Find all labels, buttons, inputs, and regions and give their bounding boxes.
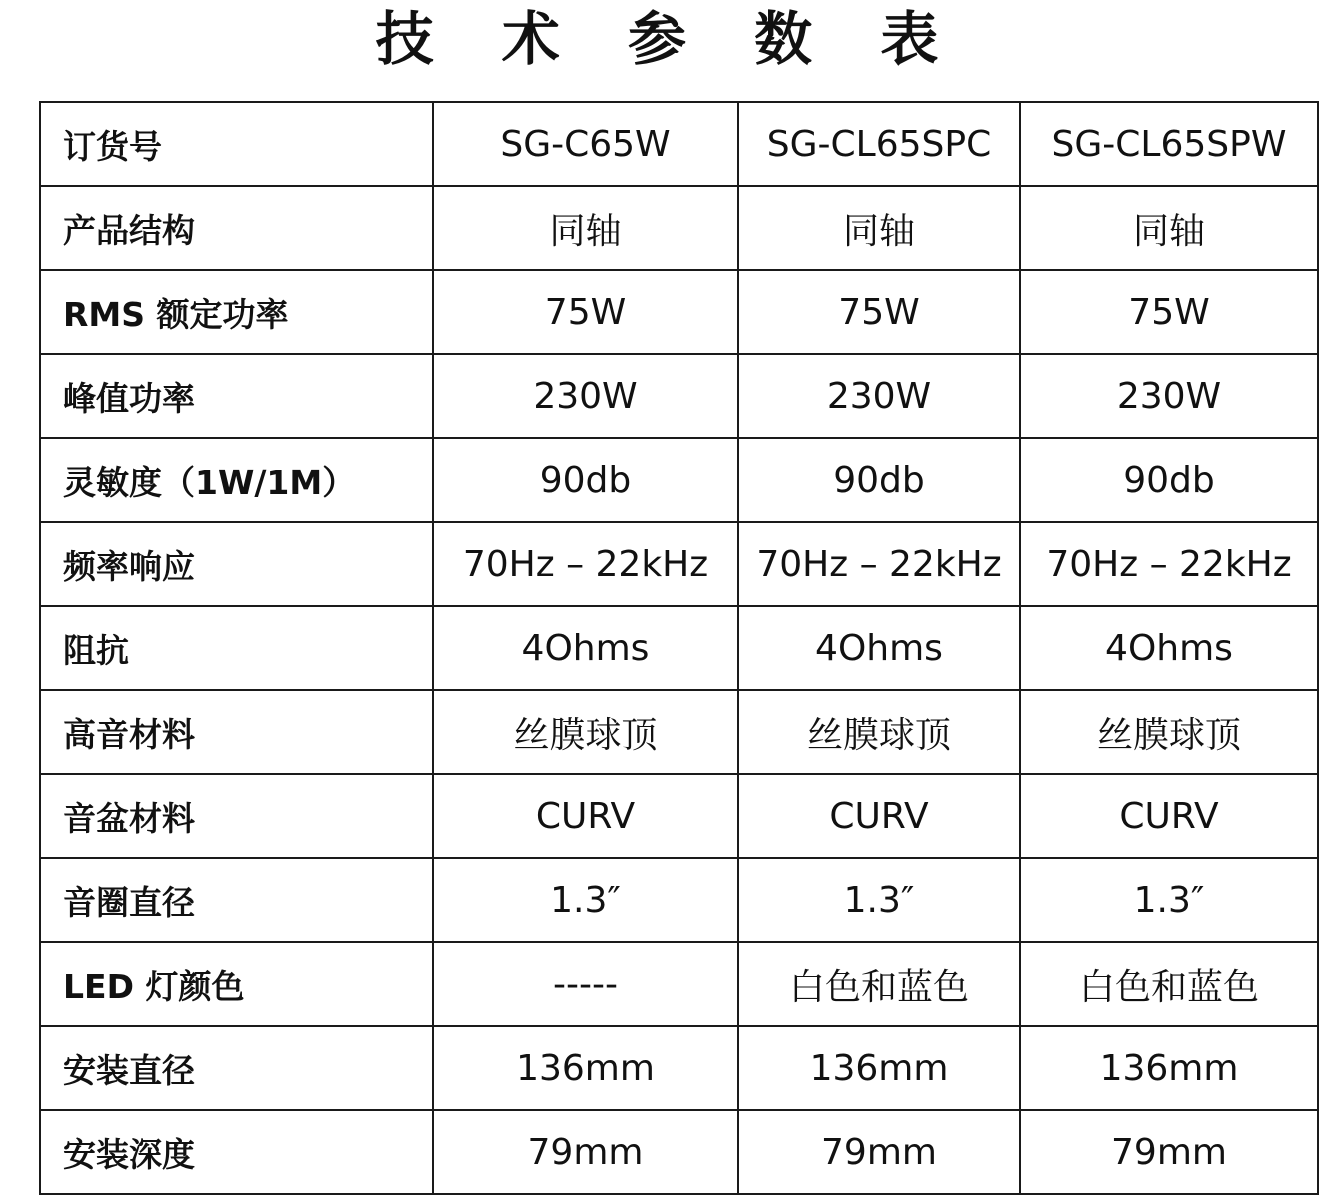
table-row (40, 774, 1318, 858)
table-cell: 4Ohms (433, 606, 738, 690)
row-label-tweeter-material: 高音材料 (40, 690, 433, 774)
table-row (40, 1026, 1318, 1110)
table-cell: 90db (433, 438, 738, 522)
table-cell: 136mm (433, 1026, 738, 1110)
row-label-led-color: LED 灯颜色 (40, 942, 433, 1026)
table-row (40, 270, 1318, 354)
row-label-structure: 产品结构 (40, 186, 433, 270)
table-row (40, 186, 1318, 270)
table-cell: 丝膜球顶 (433, 690, 738, 774)
spec-table (39, 101, 1319, 1195)
table-cell: 4Ohms (738, 606, 1020, 690)
page-title: 技 术 参 数 表 (375, 5, 963, 73)
table-cell: 136mm (1020, 1026, 1318, 1110)
table-cell: 1.3″ (738, 858, 1020, 942)
table-cell: 75W (433, 270, 738, 354)
table-cell: 90db (738, 438, 1020, 522)
table-row (40, 522, 1318, 606)
row-label-frequency-response: 频率响应 (40, 522, 433, 606)
table-row (40, 102, 1318, 186)
row-label-order-number: 订货号 (40, 102, 433, 186)
table-cell: 1.3″ (433, 858, 738, 942)
table-cell: SG-CL65SPC (738, 102, 1020, 186)
table-cell: 白色和蓝色 (1020, 942, 1318, 1026)
table-cell: 136mm (738, 1026, 1020, 1110)
row-label-cone-material: 音盆材料 (40, 774, 433, 858)
row-label-mounting-diameter: 安装直径 (40, 1026, 433, 1110)
row-label-voice-coil-diameter: 音圈直径 (40, 858, 433, 942)
table-cell: 75W (738, 270, 1020, 354)
row-label-impedance: 阻抗 (40, 606, 433, 690)
table-cell: 同轴 (1020, 186, 1318, 270)
table-cell: ----- (433, 942, 738, 1026)
row-label-mounting-depth: 安装深度 (40, 1110, 433, 1194)
table-cell: 79mm (433, 1110, 738, 1194)
table-cell: 同轴 (738, 186, 1020, 270)
table-row (40, 858, 1318, 942)
table-cell: 1.3″ (1020, 858, 1318, 942)
table-row (40, 606, 1318, 690)
row-label-rms-power: RMS 额定功率 (40, 270, 433, 354)
table-cell: SG-CL65SPW (1020, 102, 1318, 186)
table-row (40, 438, 1318, 522)
row-label-sensitivity: 灵敏度（1W/1M） (40, 438, 433, 522)
table-cell: 白色和蓝色 (738, 942, 1020, 1026)
table-cell: 230W (1020, 354, 1318, 438)
table-cell: 丝膜球顶 (1020, 690, 1318, 774)
table-cell: CURV (1020, 774, 1318, 858)
table-cell: 70Hz – 22kHz (433, 522, 738, 606)
table-row (40, 690, 1318, 774)
table-cell: 70Hz – 22kHz (1020, 522, 1318, 606)
table-cell: 同轴 (433, 186, 738, 270)
table-cell: 丝膜球顶 (738, 690, 1020, 774)
table-cell: 90db (1020, 438, 1318, 522)
table-cell: 79mm (1020, 1110, 1318, 1194)
table-row (40, 1110, 1318, 1194)
table-cell: CURV (738, 774, 1020, 858)
table-cell: 79mm (738, 1110, 1020, 1194)
table-cell: 230W (433, 354, 738, 438)
table-cell: 230W (738, 354, 1020, 438)
table-cell: SG-C65W (433, 102, 738, 186)
row-label-peak-power: 峰值功率 (40, 354, 433, 438)
table-row (40, 354, 1318, 438)
table-cell: 70Hz – 22kHz (738, 522, 1020, 606)
table-cell: CURV (433, 774, 738, 858)
table-row (40, 942, 1318, 1026)
table-cell: 75W (1020, 270, 1318, 354)
table-cell: 4Ohms (1020, 606, 1318, 690)
